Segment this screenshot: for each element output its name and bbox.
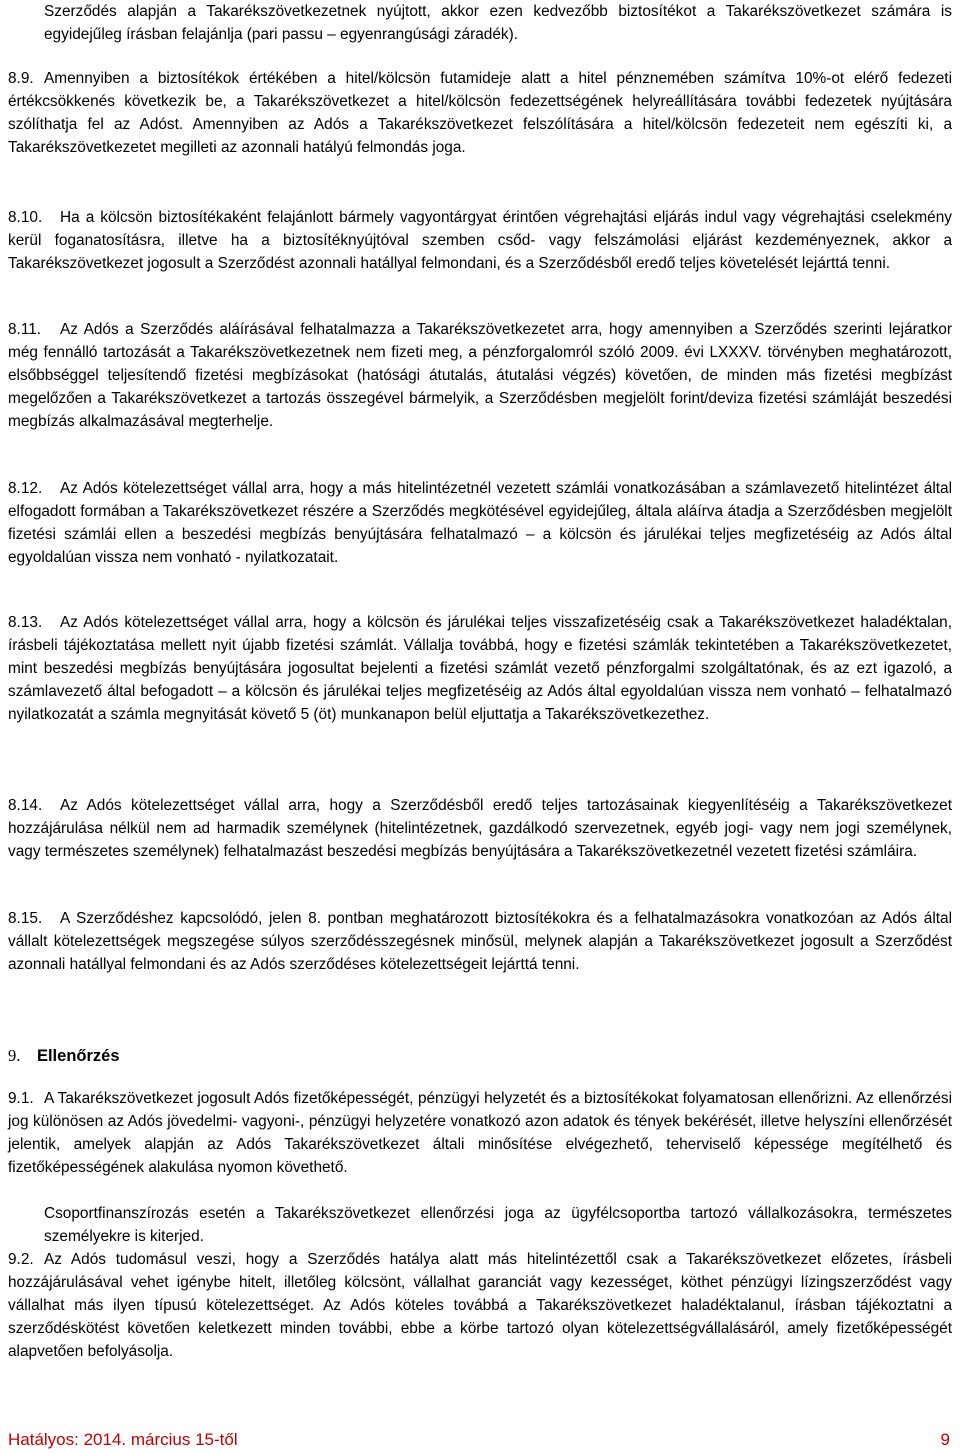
paragraph-8-15 (8, 907, 952, 976)
paragraph-number: 8.10. (8, 209, 43, 226)
paragraph-number: 8.12. (8, 480, 43, 497)
paragraph-8-13 (8, 611, 952, 726)
paragraph-8-11 (8, 318, 952, 433)
subsection-9-2 (8, 1248, 952, 1363)
paragraph-text: Az Adós kötelezettséget vállal arra, hogy a kölcsön és járulékai teljes visszafizetéséig csak a Takarékszövetkezet haladéktalan, írásbeli tájékoztatása mellett nyit újabb fizetési számlát. Vállalja továbbá, hogy e fizetési számlák tekintetében a Takarékszövetkezetet, mint beszedési megbízás benyújtására jogosultat bejelenti a fizetési számlát vezető pénzforgalmi szolgáltatónak, és az ezt igazoló, a számlavezető által befogadott – a kölcsön és járulékai teljes megfizetéséig az Adós által egyoldalúan vissza nem vonható – felhatalmazó nyilatkozatát a számla megnyitását követő 5 (öt) munkanapon belül eljuttatja a Takarékszövetkezethez. (8, 614, 952, 723)
subsection-number: 9.2. (8, 1251, 34, 1268)
paragraph-text: Ha a kölcsön biztosítékaként felajánlott bármely vagyontárgyat érintően végrehajtási eljárás indul vagy végrehajtási cselekmény kerül foganatosításra, illetve ha a biztosítéknyújtóval szemben csőd- vagy felszámolási eljárást kezdeményeznek, akkor a Takarékszövetkezet jogosult a Szerződést azonnali hatállyal felmondani, és a Szerződésből eredő teljes követelését lejárttá tenni. (8, 209, 952, 272)
paragraph-text: A Szerződéshez kapcsolódó, jelen 8. pontban meghatározott biztosítékokra és a felhatalmazásokra vonatkozóan az Adós által vállalt kötelezettségek megszegése súlyos szerződésszegésnek minősül, melynek alapján a Takarékszövetkezet jogosult a Szerződést azonnali hatállyal felmondani és az Adós szerződéses kötelezettségeit lejárttá tenni. (8, 910, 952, 973)
paragraph-number: 8.9. (8, 70, 34, 87)
paragraph-8-9 (8, 67, 952, 159)
section-number: 9. (8, 1046, 21, 1065)
paragraph-8-10 (8, 206, 952, 275)
paragraph-text: Amennyiben a biztosítékok értékében a hitel/kölcsön futamideje alatt a hitel pénznemében számítva 10%-ot elérő fedezeti értékcsökkenés következik be, a Takarékszövetkezet a hitel/kölcsön fedezettségének helyreállítására további fedezetek nyújtására szólíthatja fel az Adóst. Amennyiben az Adós a Takarékszövetkezet felszólítására a hitel/kölcsön fedezeteit nem egészíti ki, a Takarékszövetkezetet megilleti az azonnali hatályú felmondás joga. (8, 70, 952, 156)
paragraph-number: 8.14. (8, 797, 43, 814)
subsection-9-1 (8, 1087, 952, 1179)
paragraph-8-14 (8, 794, 952, 863)
subsection-number: 9.1. (8, 1090, 34, 1107)
footer-page-number: 9 (940, 1430, 950, 1449)
subsection-text: A Takarékszövetkezet jogosult Adós fizetőképességét, pénzügyi helyzetét és a biztosítékokat folyamatosan ellenőrizni. Az ellenőrzési jog különösen az Adós jövedelmi- vagyoni-, pénzügyi helyzetére vonatkozó azon adatok és tények bekérését, illetve helyszíni ellenőrzését jelentik, amelyek alapján az Adós Takarékszövetkezet általi minősítése elvégezhető, teherviselő képessége megítélhető és fizetőképességének alakulása nyomon követhető. (8, 1090, 952, 1176)
intro-paragraph (44, 0, 952, 46)
paragraph-text: Az Adós a Szerződés aláírásával felhatalmazza a Takarékszövetkezetet arra, hogy amennyiben a Szerződés szerinti lejáratkor még fennálló tartozását a Takarékszövetkezetnek nem fizeti meg, a pénzforgalomról szóló 2009. évi LXXXV. törvényben meghatározott, elsőbbséggel teljesítendő fizetési megbízásokat (hatósági átutalás, átutalási végzés) követően, de minden más fizetési megbízást megelőzően a Takarékszövetkezet a tartozás összegével bármelyik, a Szerződésben megjelölt forint/deviza fizetési számláját beszedési megbízás alkalmazásával megterhelje. (8, 321, 952, 430)
subsection-text: Az Adós tudomásul veszi, hogy a Szerződés hatálya alatt más hitelintézettől csak a Takarékszövetkezet előzetes, írásbeli hozzájárulásával vehet igénybe hitelt, illetőleg kölcsönt, vállalhat garanciát vagy kezességet, köthet pénzügyi lízingszerződést vagy vállalhat más ilyen típusú kötelezettséget. Az Adós köteles továbbá a Takarékszövetkezet haladéktalanul, írásban tájékoztatni a szerződéskötést követően keletkezett minden további, ebbe a körbe tartozó olyan kötelezettségvállalásáról, amely fizetőképességét alapvetően befolyásolja. (8, 1251, 952, 1360)
paragraph-8-12 (8, 477, 952, 569)
paragraph-text: Az Adós kötelezettséget vállal arra, hogy a más hitelintézetnél vezetett számlái vonatkozásában a számlavezető hitelintézet által elfogadott formában a Takarékszövetkezet részére a Szerződés megkötésével egyidejűleg, általa aláírva átadja a Szerződésben megjelölt fizetési számlái ellen a beszedési megbízás benyújtására felhatalmazó – a kölcsön és járulékai teljes megfizetéséig az Adós által egyoldalúan vissza nem vonható - nyilatkozatait. (8, 480, 952, 566)
subsection-9-1-extra (44, 1202, 952, 1248)
section-heading (8, 1044, 120, 1068)
section-title: Ellenőrzés (36, 1047, 120, 1065)
subsection-extra-text: Csoportfinanszírozás esetén a Takarékszövetkezet ellenőrzési joga az ügyfélcsoportba tartozó vállalkozásokra, természetes személyekre is kiterjed. (44, 1205, 952, 1245)
paragraph-number: 8.11. (8, 321, 42, 338)
paragraph-number: 8.13. (8, 614, 43, 631)
footer-effective-date: Hatályos: 2014. március 15-től (8, 1430, 238, 1449)
paragraph-number: 8.15. (8, 910, 43, 927)
paragraph-text: Az Adós kötelezettséget vállal arra, hogy a Szerződésből eredő teljes tartozásainak kiegyenlítéséig a Takarékszövetkezet hozzájárulása nélkül nem ad harmadik személynek (hitelintézetnek, gazdálkodó szervezetnek, egyéb jogi- vagy nem jogi személynek, vagy természetes személynek) felhatalmazást beszedési megbízás benyújtására a Takarékszövetkezetnél vezetett fizetési számláira. (8, 797, 952, 860)
intro-text: Szerződés alapján a Takarékszövetkezetnek nyújtott, akkor ezen kedvezőbb biztosítékot a Takarékszövetkezet számára is egyidejűleg írásban felajánlja (pari passu – egyenrangúsági záradék). (44, 3, 952, 43)
